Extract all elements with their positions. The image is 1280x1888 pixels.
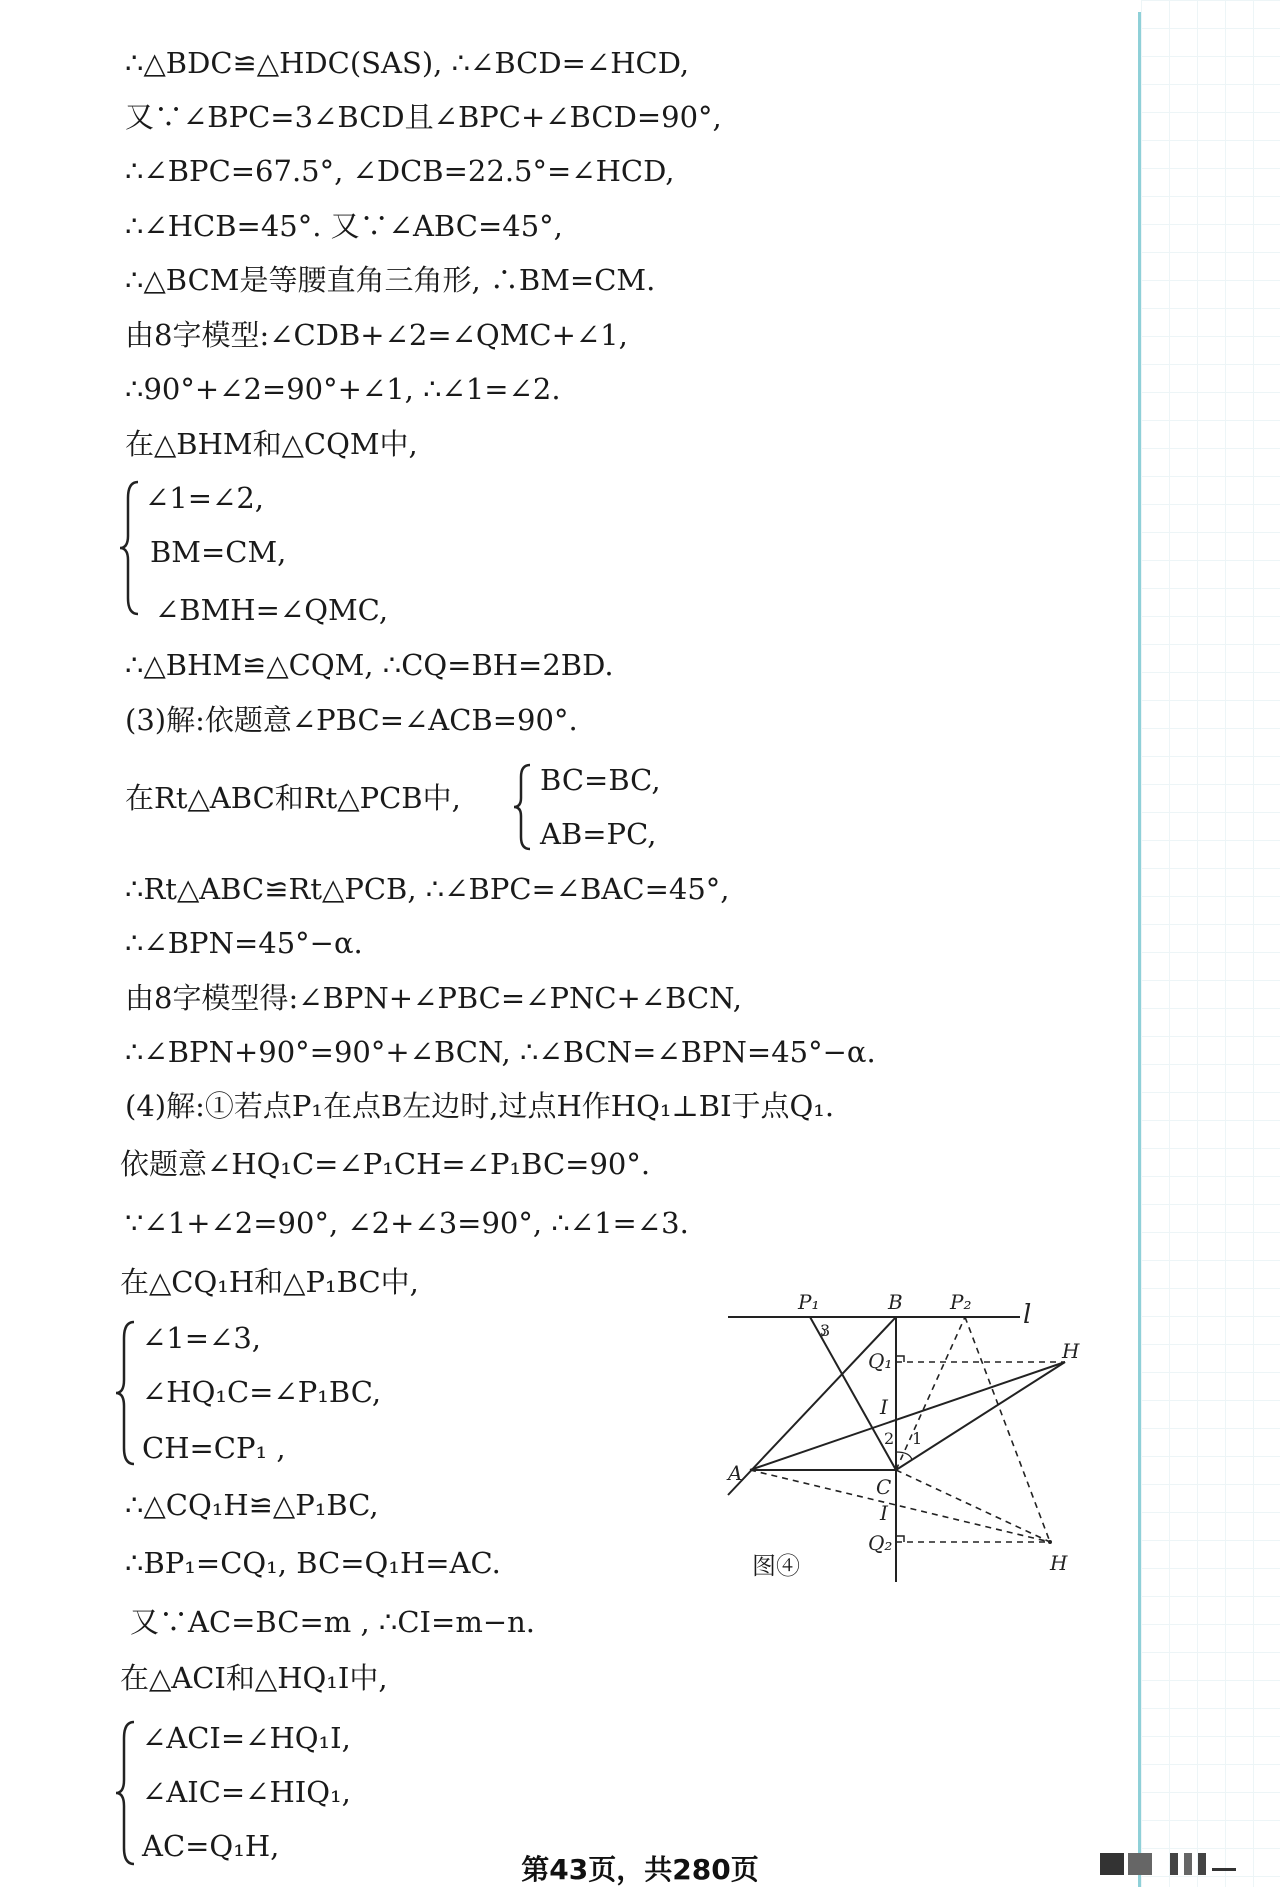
text-line: ∴BP₁=CQ₁, BC=Q₁H=AC. bbox=[125, 1546, 501, 1580]
pager-block bbox=[1184, 1853, 1192, 1875]
label-l: l bbox=[1023, 1300, 1032, 1330]
text-line: ∴△CQ₁H≌△P₁BC, bbox=[125, 1488, 379, 1522]
line-AH-bottom bbox=[750, 1470, 1050, 1542]
left-brace-icon bbox=[512, 762, 534, 852]
label-1: 1 bbox=[912, 1429, 923, 1448]
label-A: A bbox=[728, 1461, 743, 1485]
system-row: BM=CM, bbox=[150, 535, 287, 569]
system-row: ∠HQ₁C=∠P₁BC, bbox=[142, 1375, 382, 1409]
text-line: ∴∠HCB=45°. 又∵∠ABC=45°, bbox=[125, 209, 563, 243]
text-line: 又∵∠BPC=3∠BCD且∠BPC+∠BCD=90°, bbox=[125, 100, 722, 134]
system-row: ∠ACI=∠HQ₁I, bbox=[142, 1721, 351, 1755]
text-line: 在△ACI和△HQ₁I中, bbox=[120, 1661, 388, 1695]
text-line: ∴∠BPC=67.5°, ∠DCB=22.5°=∠HCD, bbox=[125, 154, 675, 188]
margin-line bbox=[1138, 12, 1141, 1887]
label-H-bottom: H bbox=[1050, 1551, 1068, 1575]
text-line: (3)解:依题意∠PBC=∠ACB=90°. bbox=[125, 703, 578, 737]
label-P1: P₁ bbox=[798, 1290, 820, 1314]
system-row: ∠1=∠3, bbox=[142, 1321, 262, 1355]
text-line: ∴90°+∠2=90°+∠1, ∴∠1=∠2. bbox=[125, 372, 561, 406]
text-line: 在△BHM和△CQM中, bbox=[125, 427, 418, 461]
label-Q2: Q₂ bbox=[868, 1531, 893, 1555]
label-B: B bbox=[888, 1290, 903, 1314]
system-row: BC=BC, bbox=[540, 763, 661, 797]
text-line: (4)解:①若点P₁在点B左边时,过点H作HQ₁⊥BI于点Q₁. bbox=[125, 1089, 835, 1123]
label-I-bottom: I bbox=[880, 1501, 888, 1525]
notebook-grid bbox=[1141, 0, 1280, 1887]
pager-block bbox=[1128, 1853, 1152, 1875]
label-P2: P₂ bbox=[950, 1290, 972, 1314]
left-brace-icon bbox=[114, 1318, 138, 1468]
label-3: 3 bbox=[820, 1321, 831, 1340]
text-line: ∴△BHM≌△CQM, ∴CQ=BH=2BD. bbox=[125, 648, 614, 682]
system-row: AB=PC, bbox=[540, 817, 657, 851]
text-line: ∵∠1+∠2=90°, ∠2+∠3=90°, ∴∠1=∠3. bbox=[125, 1206, 689, 1240]
pager-block bbox=[1212, 1868, 1236, 1871]
system-row: CH=CP₁ , bbox=[142, 1431, 286, 1465]
line-CH-bottom bbox=[896, 1470, 1050, 1542]
page-counter: 第43页，共280页 bbox=[521, 1853, 759, 1886]
system-row: ∠AIC=∠HIQ₁, bbox=[142, 1775, 351, 1809]
figure-caption: 图④ bbox=[752, 1552, 800, 1580]
system-row: ∠1=∠2, bbox=[145, 481, 265, 515]
left-brace-icon bbox=[118, 478, 142, 618]
pager-block bbox=[1100, 1853, 1124, 1875]
text-line: ∴Rt△ABC≌Rt△PCB, ∴∠BPC=∠BAC=45°, bbox=[125, 872, 730, 906]
text-line: 依题意∠HQ₁C=∠P₁CH=∠P₁BC=90°. bbox=[120, 1147, 651, 1181]
text-line: ∴△BCM是等腰直角三角形, ∴BM=CM. bbox=[125, 263, 656, 297]
label-C: C bbox=[876, 1475, 892, 1499]
text-line: 在Rt△ABC和Rt△PCB中, bbox=[125, 781, 461, 815]
text-line: 又∵AC=BC=m , ∴CI=m−n. bbox=[130, 1605, 536, 1639]
text-line: ∴△BDC≌△HDC(SAS), ∴∠BCD=∠HCD, bbox=[125, 46, 690, 80]
left-brace-icon bbox=[114, 1718, 138, 1868]
label-2: 2 bbox=[884, 1429, 895, 1448]
pager-block bbox=[1170, 1853, 1178, 1875]
label-Q1: Q₁ bbox=[868, 1349, 893, 1373]
text-line: ∴∠BPN=45°−α. bbox=[125, 926, 363, 960]
text-line: ∴∠BPN+90°=90°+∠BCN, ∴∠BCN=∠BPN=45°−α. bbox=[125, 1035, 876, 1069]
text-line: 由8字模型:∠CDB+∠2=∠QMC+∠1, bbox=[125, 318, 628, 352]
text-line: 由8字模型得:∠BPN+∠PBC=∠PNC+∠BCN, bbox=[125, 981, 742, 1015]
system-row: AC=Q₁H, bbox=[142, 1829, 280, 1863]
system-row: ∠BMH=∠QMC, bbox=[155, 593, 389, 627]
line-CH-top bbox=[896, 1362, 1065, 1470]
label-I-top: I bbox=[880, 1395, 888, 1419]
text-line: 在△CQ₁H和△P₁BC中, bbox=[120, 1265, 419, 1299]
pager-block bbox=[1198, 1853, 1206, 1875]
label-H-top: H bbox=[1062, 1339, 1080, 1363]
